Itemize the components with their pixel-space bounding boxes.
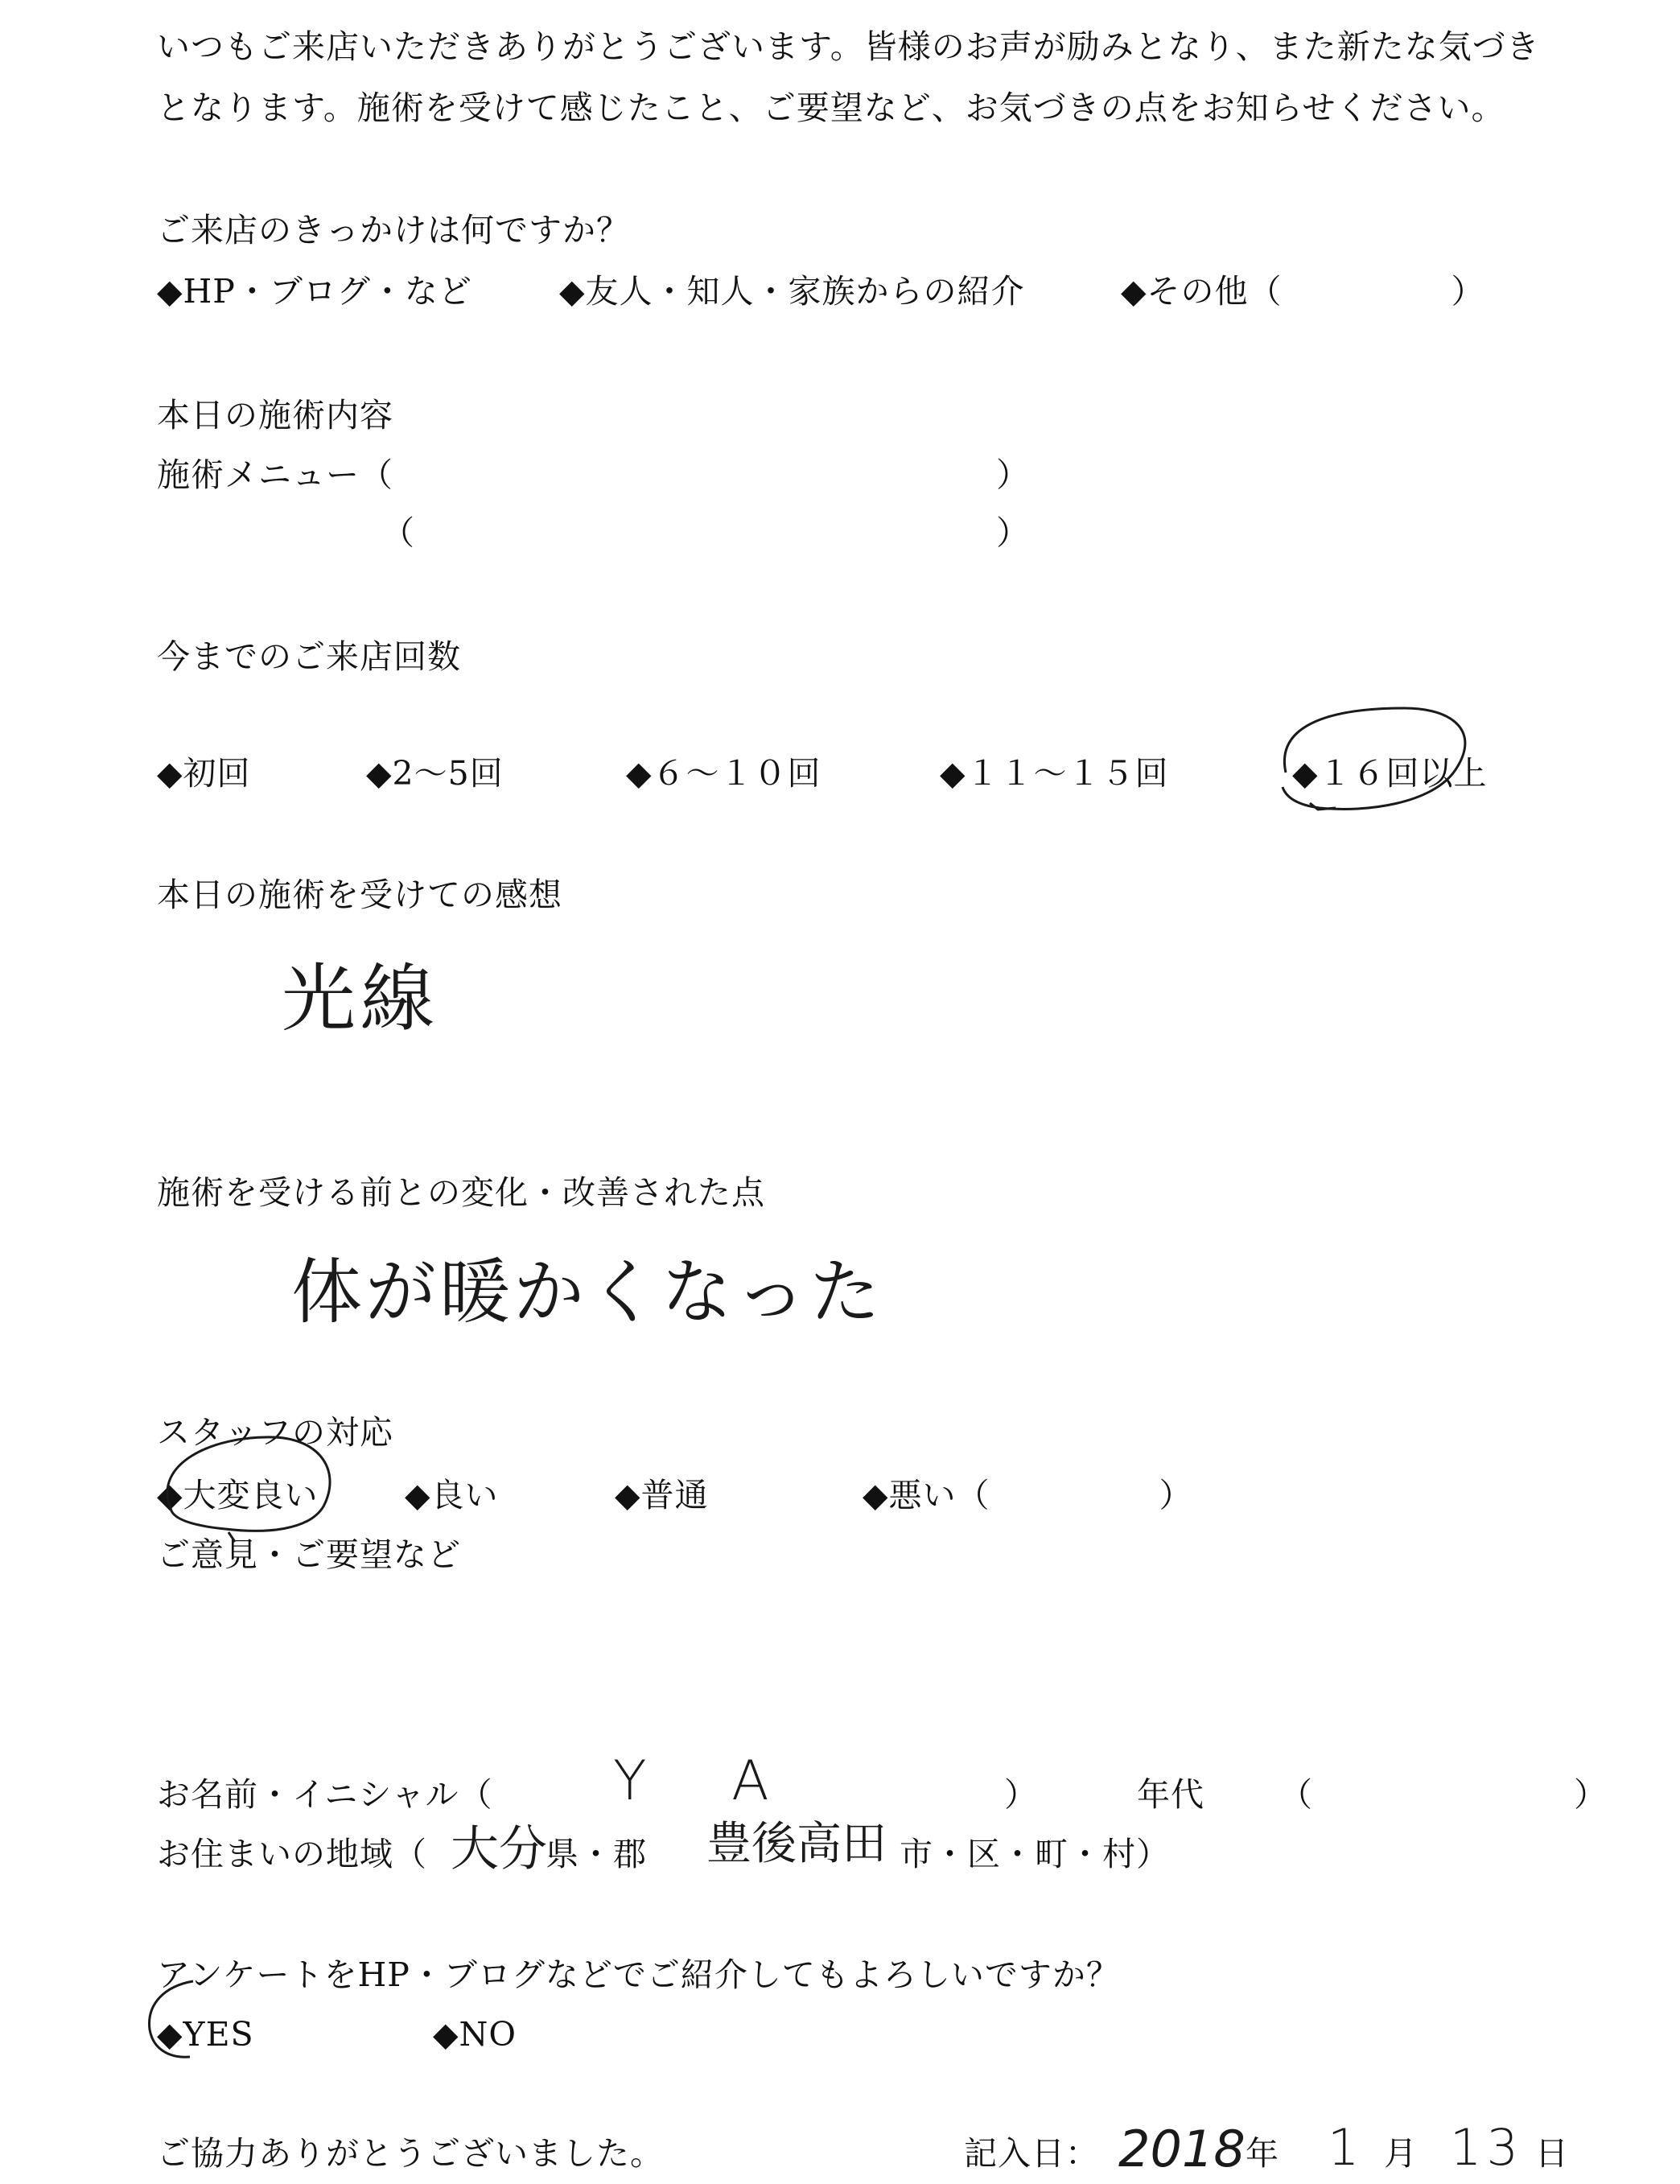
city-suffix: 市・区・町・村） [900,1835,1170,1873]
prefecture-handwritten-value: 大分 [451,1821,547,1877]
year-unit: 年 [1246,2134,1279,2173]
city-handwritten-value: 豊後高田 [706,1818,887,1870]
treatment-menu-close-1: ） [996,455,1030,494]
month-handwritten-value: 1 [1328,2118,1360,2177]
prefecture-suffix: 県・郡 [546,1835,647,1873]
consent-option-yes[interactable]: ◆YES [157,2015,254,2054]
trigger-option-hp[interactable]: ◆HP・ブログ・など [157,272,472,311]
name-close: ） [1004,1775,1038,1814]
change-heading: 施術を受ける前との変化・改善された点 [157,1173,765,1212]
treatment-menu-label: 施術メニュー（ [157,455,393,494]
age-close: ） [1574,1775,1608,1814]
trigger-option-other[interactable]: ◆その他（ ） [1121,272,1485,311]
selection-tick-16-plus [1310,803,1336,810]
impression-heading: 本日の施術を受けての感想 [157,876,562,914]
impression-handwritten-answer: 光線 [282,956,440,1042]
consent-option-no[interactable]: ◆NO [433,2015,517,2054]
thanks-message: ご協力ありがとうございました。 [157,2134,664,2173]
treatment-menu-close-2: ） [996,513,1030,552]
visits-option-11-15[interactable]: ◆１１～１５回 [940,754,1169,793]
day-handwritten-value: 13 [1450,2118,1523,2177]
date-label: 記入日： [964,2134,1099,2173]
staff-option-bad[interactable]: ◆悪い（ ） [863,1476,1193,1514]
intro-line-1: いつもご来店いただきありがとうございます。皆様のお声が励みとなり、また新たな気づき [157,27,1540,66]
staff-option-very-good[interactable]: ◆大変良い [157,1476,319,1514]
name-label: お名前・イニシャル（ [157,1775,493,1814]
staff-option-normal[interactable]: ◆普通 [615,1476,709,1514]
staff-heading: スタッフの対応 [157,1413,393,1452]
treatment-menu-open-2: （ [381,513,415,552]
name-handwritten-value: Y A [613,1749,803,1813]
staff-option-good[interactable]: ◆良い [405,1476,499,1514]
treatment-heading: 本日の施術内容 [157,396,393,435]
visits-option-6-10[interactable]: ◆６～１０回 [626,754,821,793]
consent-question: アンケートをHP・ブログなどでご紹介してもよろしいですか？ [157,1955,1120,1994]
year-handwritten-value: 2018 [1118,2120,1246,2178]
visits-option-2-5[interactable]: ◆2～5回 [366,754,504,793]
month-unit: 月 [1384,2134,1418,2173]
trigger-question: ご来店のきっかけは何ですか？ [157,211,630,249]
area-label: お住まいの地域（ [157,1835,427,1873]
age-label: 年代 [1137,1775,1204,1814]
intro-line-2: となります。施術を受けて感じたこと、ご要望など、お気づきの点をお知らせください。 [157,89,1505,127]
age-open: （ [1279,1775,1313,1814]
visits-option-16-plus[interactable]: ◆１６回以上 [1292,754,1488,793]
visits-heading: 今までのご来店回数 [157,637,461,676]
trigger-option-referral[interactable]: ◆友人・知人・家族からの紹介 [559,272,1025,311]
change-handwritten-answer: 体が暖かくなった [291,1251,884,1333]
opinion-heading: ご意見・ご要望など [157,1535,461,1574]
day-unit: 日 [1535,2134,1569,2173]
visits-option-first[interactable]: ◆初回 [157,754,251,793]
